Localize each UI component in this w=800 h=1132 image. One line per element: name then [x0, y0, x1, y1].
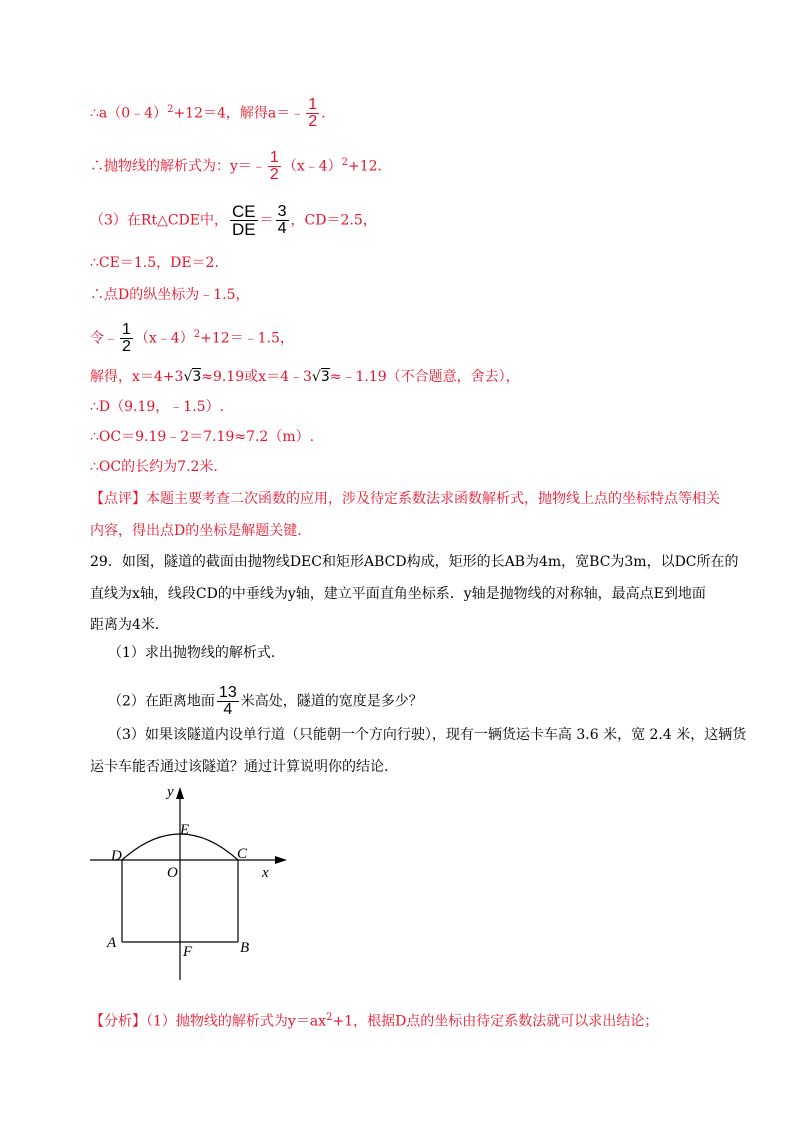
solution-line-2: ∴抛物线的解析式为：y＝﹣ $\frac{1}{2}$ （x﹣4）$^2$+12. — [90, 149, 383, 183]
question-3-line-1: （3）如果该隧道内设单行道（只能朝一个方向行驶），现有一辆货运卡车高 3.6 米，宽 2.4 米，这辆货 — [108, 727, 747, 743]
label-x: x — [262, 865, 269, 881]
label-f: F — [183, 944, 193, 960]
comment-line-1: 【点评】本题主要考查二次函数的应用，涉及待定系数法求函数解析式，抛物线上点的坐标特点等相关 — [90, 491, 720, 507]
analysis-line: 【分析】（1）抛物线的解析式为$y=ax^2+1$，根据D点的坐标由待定系数法就可以求出结论； — [90, 1012, 659, 1030]
solution-line-3: （3）在Rt△CDE中， $\frac{CE}{DE}$ ＝ $\frac{3}{4}$ ，CD＝2.5， — [90, 202, 377, 239]
solution-line-9: ∴OC＝9.19﹣2＝7.19≈7.2（m）. — [90, 429, 315, 445]
sqrt-sign: √ — [183, 369, 193, 385]
solution-line-4: ∴CE＝1.5，DE＝2. — [90, 255, 219, 271]
fraction: $\frac{13}{4}$ — [218, 684, 237, 718]
label-b: B — [240, 940, 250, 956]
solution-line-1: ∴a（0﹣4）$^2$+12＝4，解得a＝﹣ $\frac{1}{2}$ . — [90, 96, 326, 130]
problem-line-2: 直线为x轴，线段CD的中垂线为y轴，建立平面直角坐标系．y轴是抛物线的对称轴，最高点E到地面 — [90, 586, 706, 602]
label-a: A — [107, 935, 117, 951]
solution-line-6: 令﹣ $\frac{1}{2}$ （x﹣4）$^2$+12＝﹣1.5， — [90, 321, 294, 355]
x-axis-arrow — [275, 856, 287, 864]
fraction: $\frac{1}{2}$ — [269, 149, 279, 183]
question-1: （1）求出抛物线的解析式． — [108, 645, 285, 661]
parabola-dec — [122, 834, 238, 860]
sqrt-sign: √ — [311, 369, 321, 385]
question-2: （2）在距离地面 $\frac{13}{4}$ 米高处，隧道的宽度是多少？ — [108, 684, 423, 718]
label-e: E — [180, 822, 190, 838]
problem-line-1: 29．如图，隧道的截面由抛物线DEC和矩形ABCD构成，矩形的长AB为4m，宽BC为3m，以DC所在的 — [90, 554, 739, 570]
problem-line-3: 距离为4米． — [90, 617, 169, 633]
y-axis-arrow — [176, 787, 184, 799]
label-o: O — [167, 865, 178, 881]
fraction: $\frac{1}{2}$ — [122, 321, 131, 355]
question-3-line-2: 运卡车能否通过该隧道？通过计算说明你的结论. — [90, 759, 389, 775]
fraction: $\frac{1}{2}$ — [308, 96, 318, 130]
fraction: $\frac{CE}{DE}$ — [232, 202, 256, 239]
label-d: D — [111, 848, 122, 864]
label-c: C — [237, 846, 248, 862]
solution-line-7: 解得，x＝4+3√3≈9.19或x＝4﹣3√3≈﹣1.19（不合题意，舍去）， — [90, 369, 520, 385]
solution-line-10: ∴OC的长约为7.2米. — [90, 459, 218, 475]
solution-line-5: ∴点D的纵坐标为﹣1.5， — [90, 287, 250, 303]
solution-line-8: ∴D（9.19，﹣1.5）. — [90, 399, 225, 415]
label-y: y — [167, 784, 174, 800]
comment-line-2: 内容，得出点D的坐标是解题关键. — [90, 523, 302, 539]
fraction: $\frac{3}{4}$ — [277, 203, 287, 237]
